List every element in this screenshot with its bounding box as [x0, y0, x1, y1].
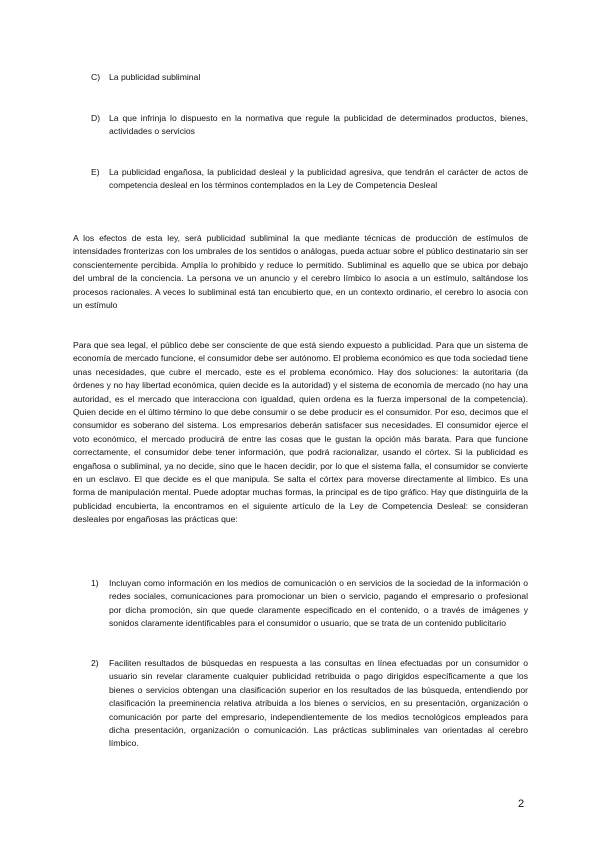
list-text: Incluyan como información en los medios de comunicación o en servicios de la sociedad de la información o redes sociales, comunicaciones para promocionar un bien o servicio, pagando el empresario o profesional por dicha promoción, sin que quede claramente especificado en el contenido, o a través de imágenes y sonidos claramente identificables para el consumidor o usuario, que se trata de un contenido publicitario	[109, 578, 528, 629]
list-label: E)	[91, 167, 100, 177]
list-label: 1)	[91, 578, 99, 588]
list-label: 2)	[91, 658, 99, 668]
list-text: La que infrinja lo dispuesto en la normativa que regule la publicidad de determinados productos, bienes, actividades o servicios	[109, 113, 528, 137]
page-number: 2	[518, 798, 525, 810]
list-text: La publicidad subliminal	[109, 72, 201, 82]
list-item-e	[91, 166, 528, 193]
list-label: D)	[91, 113, 101, 123]
paragraph-subliminal-definition: A los efectos de esta ley, será publicidad subliminal la que mediante técnicas de producción de estímulos de intensidades fronterizas con los umbrales de los sentidos o análogas, pueda actuar sobre el público destinatario sin ser conscientemente percibida. Amplía lo prohibido y reduce lo permitido. Subliminal es aquello que se ubica por debajo del umbral de la conciencia. La persona ve un anuncio y el cerebro límbico lo asocia a un estímulo, saltándose los procesos racionales. A veces lo subliminal está tan encubierto que, en un contexto ordinario, el cerebro lo asocia con un estímulo	[73, 233, 528, 311]
list-item-2	[91, 657, 528, 751]
list-label: C)	[91, 72, 101, 82]
list-item-1	[91, 577, 528, 631]
list-item-c	[91, 71, 528, 84]
paragraph-consumer-sovereignty: Para que sea legal, el público debe ser consciente de que está siendo expuesto a publicidad. Para que un sistema de economía de mercado funcione, el consumidor debe ser autónomo. El problema económico es que toda sociedad tiene unas necesidades, que cubre el mercado, este es el problema económico. Hay dos soluciones: la autoritaria (da órdenes y no hay libertad económica, quien decide es la autoridad) y el sistema de economía de mercado (no hay una autoridad, es el mercado que interacciona con igualdad, quien ordena es la fuerza impersonal de la competencia). Quien decide en el último término lo que debe consumir o se debe producir es el consumidor. Por eso, decimos que el consumidor es soberano del sistema. Los empresarios deberán satisfacer sus necesidades. El consumidor ejerce el voto económico, el mercado producirá de entre las cosas que le gustan la opción más barata. Para que funcione correctamente, el consumidor debe tener información, que podrá racionalizar, usando el córtex. Si la publicidad es engañosa o subliminal, ya no decide, sino que le hacen decidir, por lo que el sistema falla, el consumidor se convierte en un esclavo. El que decide es el que manipula. Se salta el córtex para moverse directamente al límbico. Es una forma de manipulación mental. Puede adoptar muchas formas, la principal es de tipo gráfico. Hay que distinguirla de la publicidad encubierta, la encontramos en el siguiente artículo de la Ley de Competencia Desleal: se consideran desleales por engañosas las prácticas que:	[73, 340, 528, 525]
list-item-d	[91, 112, 528, 139]
list-text: Faciliten resultados de búsquedas en respuesta a las consultas en línea efectuadas por un consumidor o usuario sin revelar claramente cualquier publicidad retribuida o pago dirigidos específicamente a que los bienes o servicios obtengan una clasificación superior en los resultados de las búsqueda, entendiendo por clasificación la preeminencia relativa atribuida a los bienes o servicios, en su presentación, organización o comunicación por parte del empresario, independientemente de los medios tecnológicos empleados para dicha presentación, organización o comunicación. Las prácticas subliminales van orientadas al cerebro límbico.	[109, 658, 528, 749]
list-text: La publicidad engañosa, la publicidad desleal y la publicidad agresiva, que tendrán el carácter de actos de competencia desleal en los términos contemplados en la Ley de Competencia Desleal	[109, 167, 528, 191]
